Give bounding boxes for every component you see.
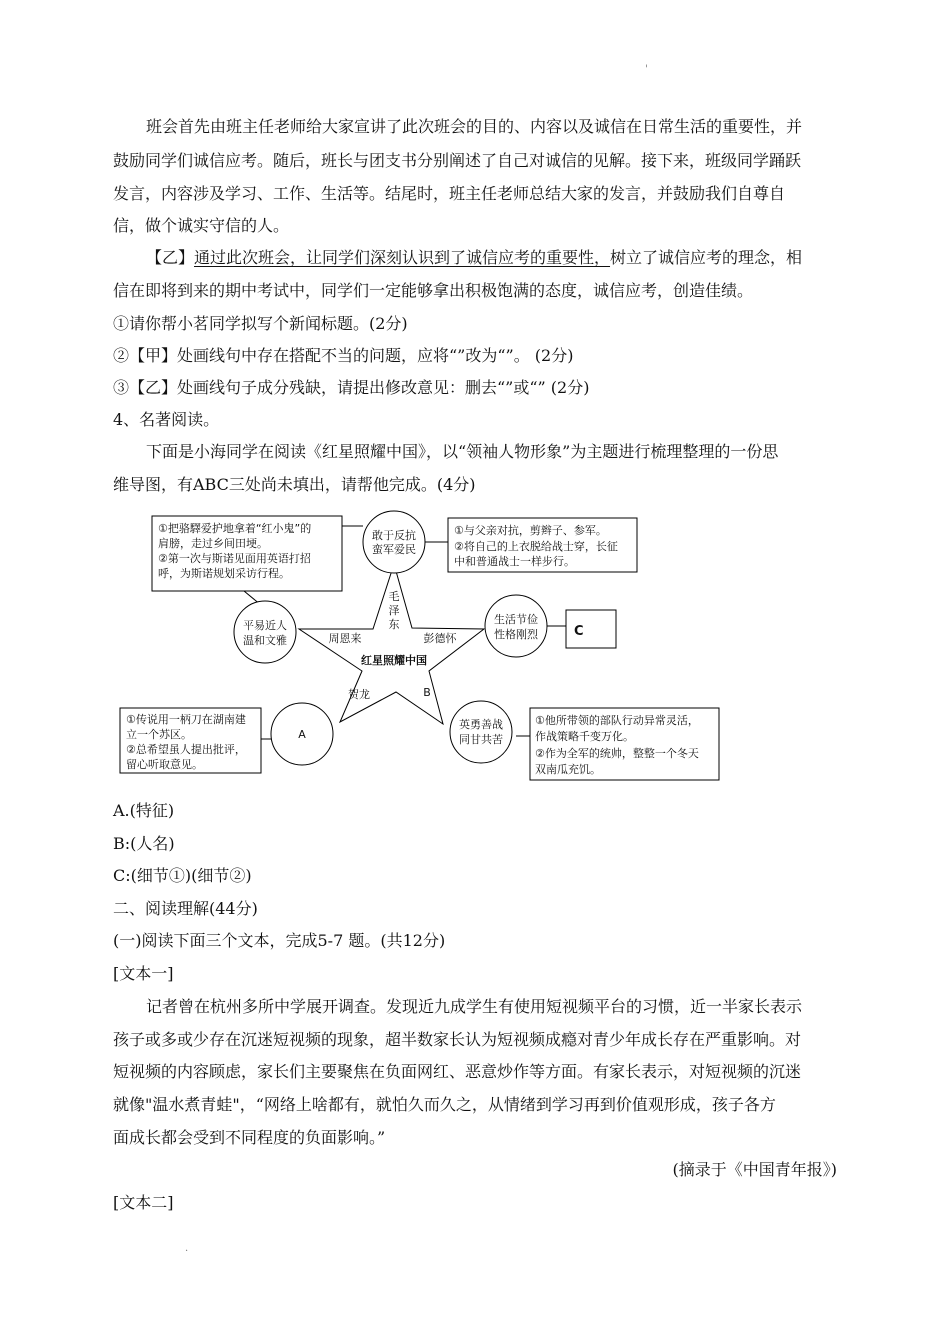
paragraph-line: 信，做个诚实守信的人。 (113, 216, 290, 235)
star-label-zhou: 周恩来 (328, 632, 362, 645)
node-top (363, 511, 425, 573)
paragraph-line: 发言，内容涉及学习、工作、生活等。结尾时，班主任老师总结大家的发言，并鼓励我们自尊自 (113, 184, 786, 203)
paragraph-line: 孩子或多或少存在沉迷短视频的现象，超半数家长认为短视频成瘾对青少年成长存在严重影响。对 (113, 1030, 802, 1049)
question-3: ③【乙】处画线句子成分残缺，请提出修改意见：删去“”或“” (2分) (113, 378, 590, 397)
paragraph-line: 班会首先由班主任老师给大家宣讲了此次班会的目的、内容以及诚信在日常生活的重要性，并 (146, 117, 803, 136)
node-left-line: 温和文雅 (243, 634, 287, 647)
answer-a: A.(特征) (113, 801, 175, 820)
section-heading: 二、阅读理解(44分) (113, 899, 258, 918)
underlined-sentence: 通过此次班会，让同学们深刻认识到了诚信应考的重要性， (194, 248, 611, 267)
paragraph-line: 就像"温水煮青蛙"，“网络上啥都有，就怕久而久之，从情绪到学习再到价值观形成，孩子各方 (113, 1095, 776, 1114)
mind-map-diagram (116, 506, 726, 788)
node-top-line: 敢于反抗 (372, 529, 416, 542)
text-label: [文本一] (113, 964, 174, 983)
box-bottom-left-line: 留心听取意见。 (126, 758, 203, 771)
paragraph-yi (146, 248, 802, 268)
node-a-label: A (298, 728, 306, 741)
subsection-heading: (一)阅读下面三个文本，完成5-7 题。(共12分) (113, 931, 446, 950)
center-title: 红星照耀中国 (361, 654, 427, 667)
question-4-intro: 维导图，有ABC三处尚未填出，请帮他完成。(4分) (113, 475, 476, 494)
page-mark: . (185, 1243, 189, 1254)
box-top-right-line: 中和普通战士一样步行。 (454, 555, 575, 568)
c-label: C (574, 624, 584, 639)
box-top-left-line: 呼，为斯诺规划采访行程。 (158, 567, 290, 580)
source-citation: (摘录于《中国青年报》) (672, 1160, 837, 1179)
box-bottom-left-line: 立一个苏区。 (126, 728, 192, 741)
node-bottom-right-line: 英勇善战 (459, 718, 503, 731)
star-label-mao: 东 (388, 618, 400, 631)
question-4-intro: 下面是小海同学在阅读《红星照耀中国》，以“领袖人物形象”为主题进行梳理整理的一份思 (146, 442, 779, 461)
box-top-left-line: 肩膀，走过乡间田埂。 (158, 537, 268, 550)
node-left (234, 601, 296, 663)
box-bottom-left-line: ①传说用一柄刀在湖南建 (126, 713, 246, 726)
paragraph-line: 短视频的内容顾虑，家长们主要聚焦在负面网红、恶意炒作等方面。有家长表示，对短视频的沉迷 (113, 1062, 802, 1081)
node-bottom-right-line: 同甘共苦 (459, 733, 503, 746)
question-4: 4、名著阅读。 (113, 410, 220, 429)
page-mark: ' (645, 64, 648, 75)
star-label-b: B (423, 686, 431, 699)
box-top-right-line: ①与父亲对抗，剪辫子、参军。 (454, 524, 607, 537)
box-bottom-right-line: 双南瓜充饥。 (535, 763, 601, 776)
node-left-line: 平易近人 (243, 619, 287, 632)
box-bottom-right-line: ②作为全军的统帅，整整一个冬天 (535, 747, 699, 760)
star-label-peng: 彭德怀 (423, 632, 457, 645)
node-right (485, 595, 547, 657)
question-2: ②【甲】处画线句中存在搭配不当的问题，应将“”改为“”。 (2分) (113, 346, 574, 365)
question-1: ①请你帮小茗同学拟写个新闻标题。(2分) (113, 314, 408, 333)
box-top-left-line: ①把骆驛爱护地拿着“红小鬼”的 (158, 522, 312, 535)
box-bottom-right-line: ①他所带领的部队行动异常灵活， (535, 714, 699, 727)
box-bottom-right-line: 作战策略千变万化。 (535, 730, 634, 743)
paragraph-line: 信在即将到来的期中考试中，同学们一定能够拿出积极饱满的态度，诚信应考，创造佳绩。 (113, 281, 754, 300)
paragraph-rest: 树立了诚信应考的理念，相 (610, 248, 803, 267)
paragraph-line: 鼓励同学们诚信应考。随后，班长与团支书分别阐述了自己对诚信的见解。接下来，班级同学踊跃 (113, 151, 802, 170)
star-label-mao: 毛 (388, 590, 400, 603)
text-label: [文本二] (113, 1193, 174, 1212)
node-top-line: 蛮军爱民 (372, 543, 416, 556)
answer-c: C:(细节①)(细节②) (113, 866, 252, 885)
node-right-line: 性格刚烈 (494, 628, 538, 641)
star-label-he: 贺龙 (348, 688, 370, 701)
tag-yi: 【乙】 (146, 248, 195, 267)
box-bottom-left-line: ②总希望虽人提出批评， (126, 743, 246, 756)
box-top-right-line: ②将自己的上衣脱给战士穿，长征 (454, 540, 618, 553)
box-top-left-line: ②第一次与斯诺见面用英语打招 (158, 552, 311, 565)
paragraph-line: 面成长都会受到不同程度的负面影响。” (113, 1128, 386, 1147)
node-right-line: 生活节俭 (494, 613, 538, 626)
node-bottom-right (450, 701, 512, 763)
answer-b: B:(人名) (113, 834, 175, 853)
paragraph-line: 记者曾在杭州多所中学展开调查。发现近九成学生有使用短视频平台的习惯，近一半家长表示 (146, 997, 803, 1016)
star-label-mao: 泽 (388, 604, 400, 617)
